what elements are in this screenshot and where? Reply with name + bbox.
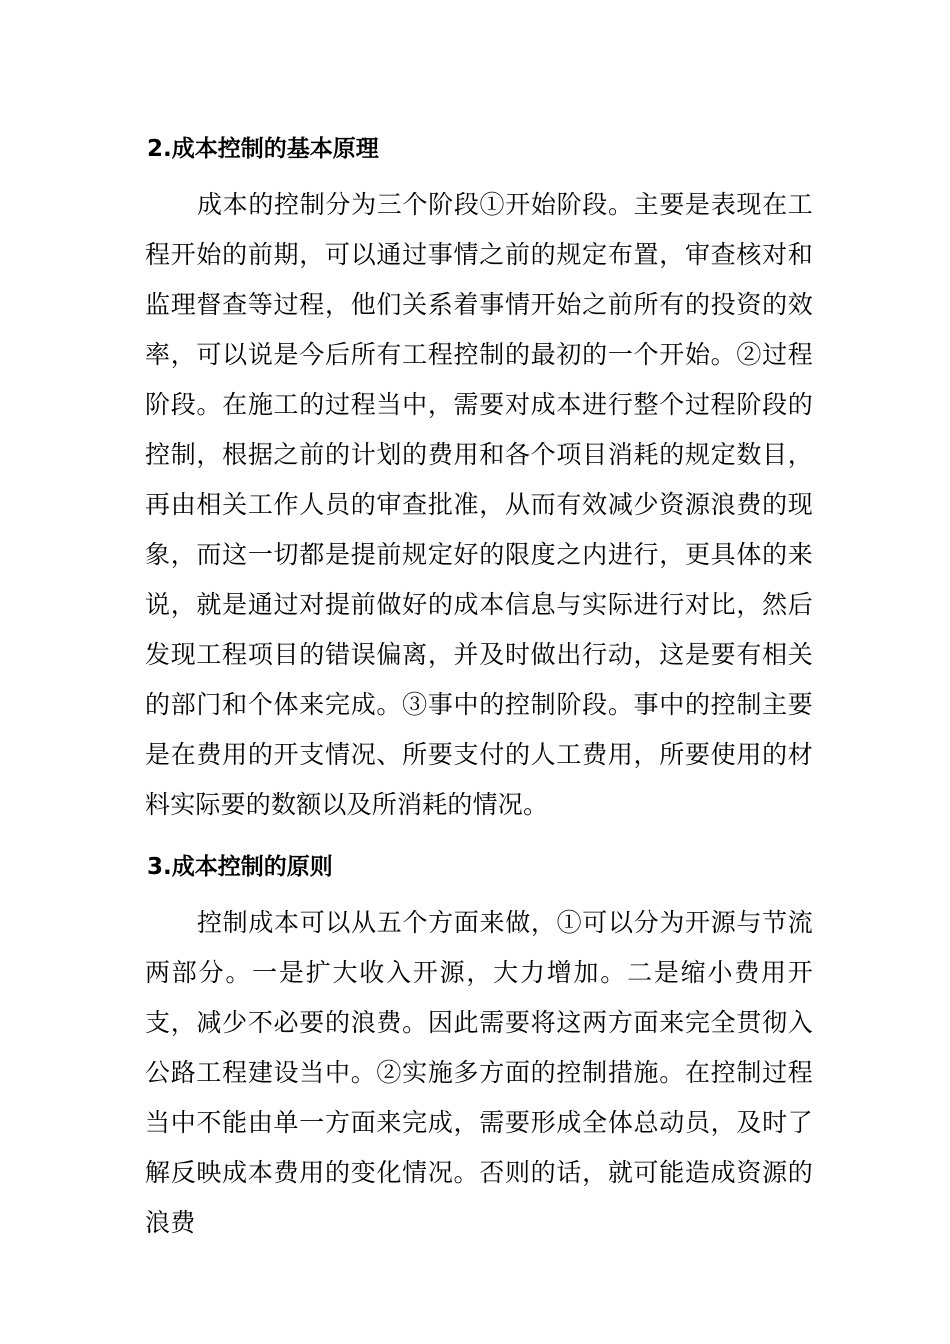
section-heading: 3.成本控制的原则: [147, 854, 333, 880]
section-cost-control-rules: [145, 842, 813, 1248]
section-paragraph: 控制成本可以从五个方面来做，①可以分为开源与节流两部分。一是扩大收入开源，大力增加。二是缩小费用开支，减少不必要的浪费。因此需要将这两方面来完全贯彻入公路工程建设当中。②实施多方面的控制措施。在控制过程当中不能由单一方面来完成，需要形成全体总动员，及时了解反映成本费用的变化情况。否则的话，就可能造成资源的浪费: [145, 908, 813, 1237]
section-cost-control-principles: [145, 124, 813, 830]
document-page: [145, 120, 813, 1248]
spacer: [145, 830, 813, 842]
section-heading: 2.成本控制的基本原理: [147, 136, 379, 162]
section-paragraph: 成本的控制分为三个阶段①开始阶段。主要是表现在工程开始的前期，可以通过事情之前的规定布置，审查核对和监理督查等过程，他们关系着事情开始之前所有的投资的效率，可以说是今后所有工程控制的最初的一个开始。②过程阶段。在施工的过程当中，需要对成本进行整个过程阶段的控制，根据之前的计划的费用和各个项目消耗的规定数目，再由相关工作人员的审查批准，从而有效减少资源浪费的现象，而这一切都是提前规定好的限度之内进行，更具体的来说，就是通过对提前做好的成本信息与实际进行对比，然后发现工程项目的错误偏离，并及时做出行动，这是要有相关的部门和个体来完成。③事中的控制阶段。事中的控制主要是在费用的开支情况、所要支付的人工费用，所要使用的材料实际要的数额以及所消耗的情况。: [145, 190, 813, 819]
